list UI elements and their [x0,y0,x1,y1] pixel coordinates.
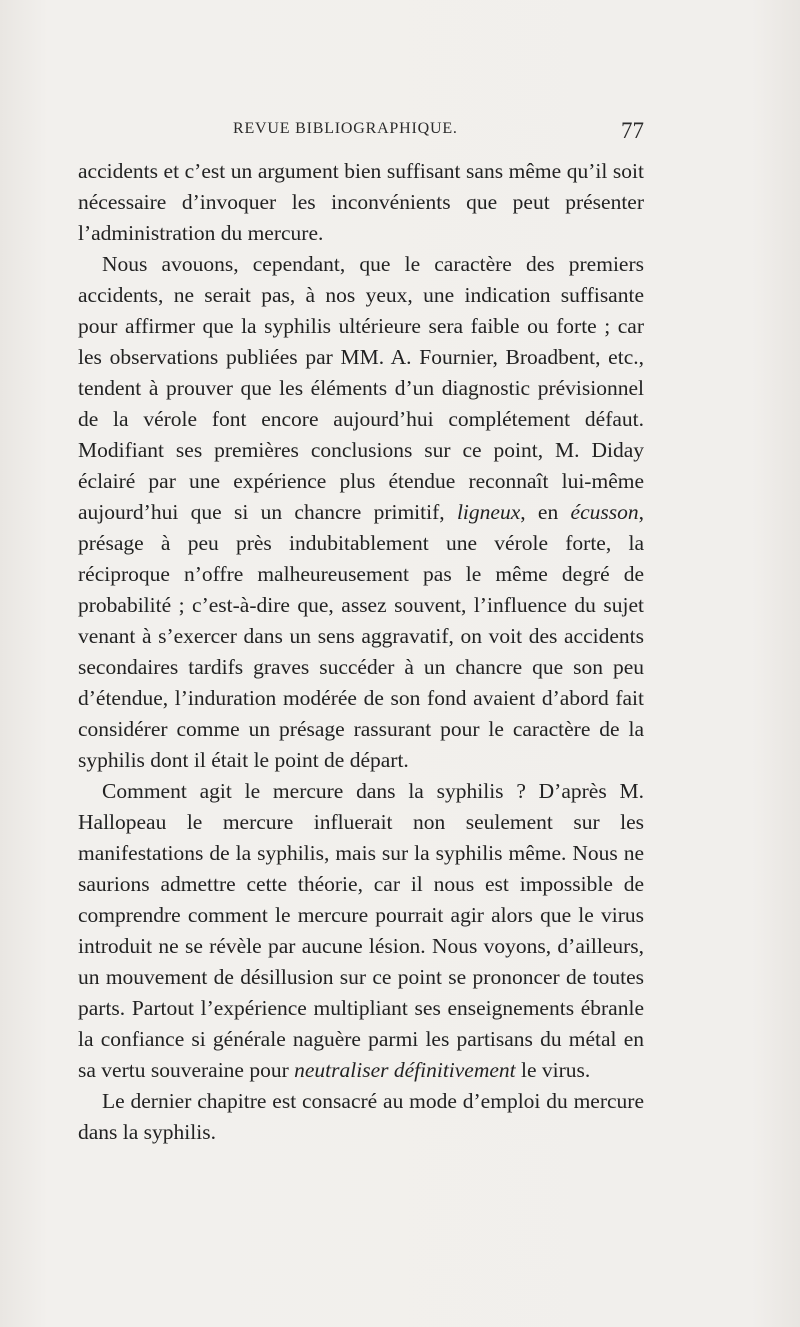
paragraph-3 [78,776,644,1086]
paragraph-3-text-b: le virus. [515,1058,591,1082]
running-title: REVUE BIBLIOGRAPHIQUE. [233,120,458,137]
paragraph-2-text-a: Nous avouons, cependant, que le caractère des premiers accidents, ne serait pas, à nos yeux, une indication suffisante pour affirmer que la syphilis ultérieure sera faible ou forte ; car les observations publiées par MM. A. Fournier, Broadbent, etc., tendent à prouver que les éléments d’un diagnostic prévisionnel de la vérole font encore aujourd’hui complétement défaut. Modifiant ses premières conclusions sur ce point, M. Diday éclairé par une expérience plus étendue reconnaît lui-même aujourd’hui que si un chancre primitif, [78,252,644,524]
paragraph-2-text-c: , présage à peu près indubitablement une vérole forte, la réciproque n’offre malheureusement pas le même degré de probabilité ; c’est-à-dire que, assez souvent, l’influence du sujet venant à s’exercer dans un sens aggravatif, on voit des accidents secondaires tardifs graves succéder à un chancre que son peu d’étendue, l’induration modérée de son fond avaient d’abord fait considérer comme un présage rassurant pour le caractère de la syphilis dont il était le point de départ. [78,500,644,772]
page-header [78,120,644,150]
page-number: 77 [621,118,644,143]
paragraph-2-italic-ecusson: écusson [570,500,639,524]
paragraph-4-text: Le dernier chapitre est consacré au mode d’emploi du mercure dans la syphilis. [78,1089,644,1144]
paragraph-2-italic-ligneux: ligneux [456,500,521,524]
body-text [78,156,644,1148]
paragraph-4 [78,1086,644,1148]
paragraph-2 [78,249,644,776]
paragraph-1-text: accidents et c’est un argument bien suffisant sans même qu’il soit nécessaire d’invoquer les inconvénients que peut présenter l’administration du mercure. [78,159,644,245]
paragraph-3-text-a: Comment agit le mercure dans la syphilis ? D’après M. Hallopeau le mercure influerait non seulement sur les manifestations de la syphilis, mais sur la syphilis même. Nous ne saurions admettre cette théorie, car il nous est impossible de comprendre comment le mercure pourrait agir alors que le virus introduit ne se révèle par aucune lésion. Nous voyons, d’ailleurs, un mouvement de désillusion sur ce point se prononcer de toutes parts. Partout l’expérience multipliant ses enseignements ébranle la confiance si générale naguère parmi les partisans du métal en sa vertu souveraine pour [78,779,644,1082]
paragraph-3-italic-neutraliser: neutraliser définitivement [294,1058,516,1082]
paragraph-2-text-b: , en [520,500,559,524]
paragraph-1 [78,156,644,249]
